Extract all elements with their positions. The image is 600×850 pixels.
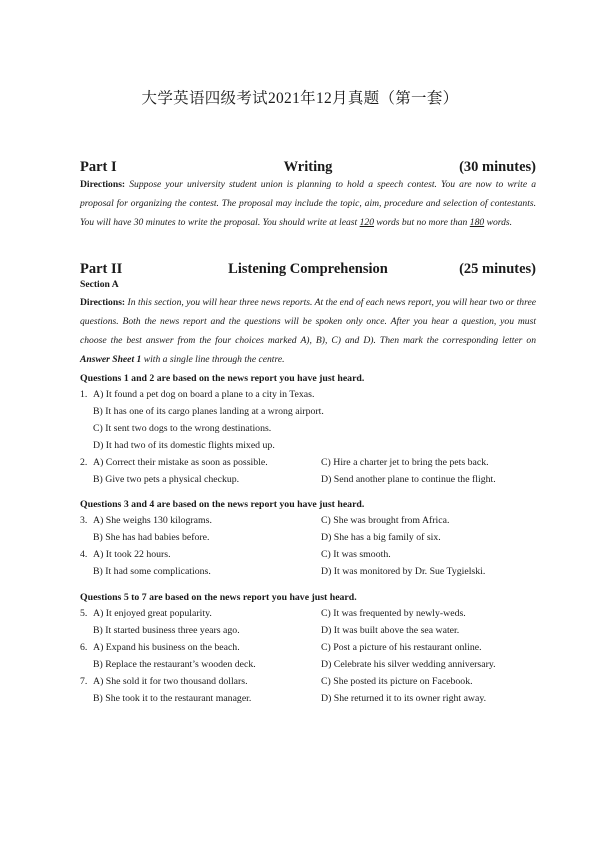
question-number: 2. xyxy=(80,457,88,468)
option-text: B) She took it to the restaurant manager. xyxy=(93,693,252,704)
option-text: B) It started business three years ago. xyxy=(93,625,240,636)
question-row xyxy=(80,423,540,440)
option-text: B) Replace the restaurant’s wooden deck. xyxy=(93,659,256,670)
answer-sheet-label: Answer Sheet 1 xyxy=(80,354,142,365)
part2-directions-text-2: with a single line through the centre. xyxy=(143,354,285,365)
part1-directions xyxy=(80,175,536,232)
part1-directions-text-3: words. xyxy=(486,217,513,228)
question-number: 6. xyxy=(80,642,88,653)
part1-directions-label: Directions: xyxy=(80,179,126,190)
question-number: 1. xyxy=(80,389,88,400)
option-text: C) Hire a charter jet to bring the pets back. xyxy=(321,457,489,468)
part2-time: (25 minutes) xyxy=(459,261,536,277)
part2-label: Part II xyxy=(80,261,123,277)
part2-name: Listening Comprehension xyxy=(228,261,388,277)
part2-header xyxy=(80,261,536,281)
question-row xyxy=(80,693,540,710)
question-group-heading: Questions 1 and 2 are based on the news report you have just heard. xyxy=(80,373,365,384)
part1-name: Writing xyxy=(283,159,333,175)
question-row xyxy=(80,549,540,566)
option-text: B) She has had babies before. xyxy=(93,532,210,543)
question-row xyxy=(80,457,540,474)
option-text: D) It had two of its domestic flights mixed up. xyxy=(93,440,275,451)
question-number: 3. xyxy=(80,515,88,526)
part2-directions-text-1: In this section, you will hear three news reports. At the end of each news report, you will hear two or three questions. Both the news report and the questions will be spoken only once. After you hear a question, you must choose the best answer from the four choices marked A), B), C) and D). Then mark the corresponding letter on xyxy=(80,297,536,346)
option-text: D) She has a big family of six. xyxy=(321,532,441,543)
question-row xyxy=(80,659,540,676)
option-text: B) It has one of its cargo planes landing at a wrong airport. xyxy=(93,406,324,417)
option-text: C) It was smooth. xyxy=(321,549,391,560)
question-group-heading: Questions 3 and 4 are based on the news report you have just heard. xyxy=(80,499,365,510)
option-text: A) It found a pet dog on board a plane to a city in Texas. xyxy=(93,389,315,400)
part1-directions-text-2: words but no more than xyxy=(376,217,468,228)
option-text: D) It was monitored by Dr. Sue Tygielski. xyxy=(321,566,486,577)
option-text: D) Send another plane to continue the flight. xyxy=(321,474,496,485)
option-text: A) It took 22 hours. xyxy=(93,549,171,560)
question-row xyxy=(80,566,540,583)
question-row xyxy=(80,474,540,491)
question-row xyxy=(80,625,540,642)
option-text: C) It sent two dogs to the wrong destinations. xyxy=(93,423,272,434)
option-text: A) It enjoyed great popularity. xyxy=(93,608,212,619)
option-text: A) She weighs 130 kilograms. xyxy=(93,515,212,526)
section-a-label: Section A xyxy=(80,279,119,290)
question-row xyxy=(80,406,540,423)
option-text: B) It had some complications. xyxy=(93,566,211,577)
option-text: B) Give two pets a physical checkup. xyxy=(93,474,240,485)
question-row xyxy=(80,440,540,457)
question-row xyxy=(80,676,540,693)
option-text: A) Expand his business on the beach. xyxy=(93,642,240,653)
option-text: D) It was built above the sea water. xyxy=(321,625,460,636)
question-row xyxy=(80,389,540,406)
option-text: A) Correct their mistake as soon as possible. xyxy=(93,457,268,468)
option-text: C) She posted its picture on Facebook. xyxy=(321,676,473,687)
question-group-heading: Questions 5 to 7 are based on the news report you have just heard. xyxy=(80,592,357,603)
option-text: C) She was brought from Africa. xyxy=(321,515,450,526)
part1-time: (30 minutes) xyxy=(459,159,536,175)
part1-label: Part I xyxy=(80,159,117,175)
page-title: 大学英语四级考试2021年12月真题（第一套） xyxy=(141,90,459,107)
question-row xyxy=(80,608,540,625)
question-number: 4. xyxy=(80,549,88,560)
option-text: D) Celebrate his silver wedding anniversary. xyxy=(321,659,496,670)
option-text: D) She returned it to its owner right away. xyxy=(321,693,487,704)
question-row xyxy=(80,515,540,532)
option-text: C) Post a picture of his restaurant online. xyxy=(321,642,482,653)
option-text: A) She sold it for two thousand dollars. xyxy=(93,676,248,687)
option-text: C) It was frequented by newly-weds. xyxy=(321,608,466,619)
part2-directions xyxy=(80,293,536,369)
part1-directions-text-1: Suppose your university student union is planning to hold a speech contest. You are now to write a proposal for organizing the contest. The proposal may include the topic, aim, procedure and selection of contestants. You will have 30 minutes to write the proposal. You should write at least xyxy=(80,179,536,228)
question-number: 5. xyxy=(80,608,88,619)
part2-directions-label: Directions: xyxy=(80,297,126,308)
question-row xyxy=(80,532,540,549)
question-number: 7. xyxy=(80,676,88,687)
question-row xyxy=(80,642,540,659)
part1-max-words: 180 xyxy=(469,217,485,228)
part1-min-words: 120 xyxy=(359,217,374,228)
